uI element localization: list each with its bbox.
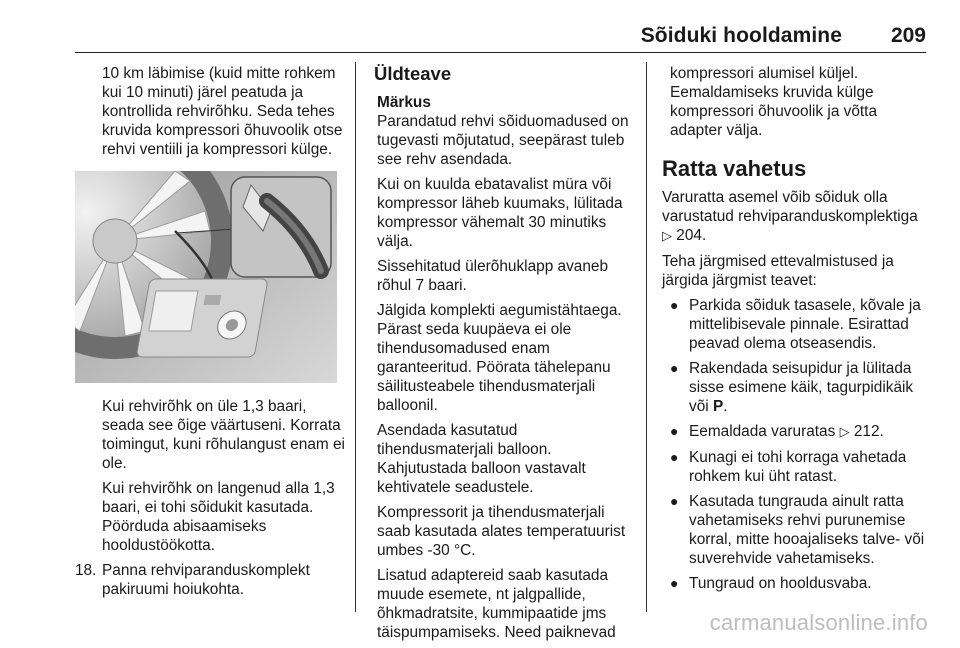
- page-number: 209: [890, 24, 926, 47]
- paragraph: Lisatud adaptereid saab kasutada muude esemete, nt jalgpallide, õhkmadratsite, kummipaatide jms täispumpamiseks. Need paiknevad: [377, 567, 616, 641]
- page-reference-arrow-icon: ▷: [839, 425, 850, 440]
- list-item-tail: .: [723, 398, 728, 415]
- paragraph: Kompressorit ja tihendusmaterjali saab kasutada alates temperatuurist umbes -30 °C.: [377, 504, 626, 559]
- section-heading: Üldteave: [374, 63, 452, 84]
- page-header: [75, 22, 926, 53]
- note-text: Parandatud rehvi sõiduomadused on tugevasti mõjutatud, seepärast tuleb see rehv asendada.: [377, 113, 629, 168]
- bullet-icon: ●: [670, 493, 679, 509]
- paragraph: Asendada kasutatud tihendusmaterjali balloon. Kahjutustada balloon vastavalt kehtivatele seadustele.: [377, 422, 586, 496]
- list-item-text: Kunagi ei tohi korraga vahetada rohkem kui üht ratast.: [689, 449, 907, 485]
- watermark: carmanualsonline.info: [709, 610, 928, 635]
- page-reference-arrow-icon: ▷: [662, 229, 672, 244]
- gear-position-p: P: [712, 398, 724, 415]
- column-1: [75, 64, 347, 605]
- step-text: Panna rehviparanduskomplekt pakiruumi hoiukohta.: [102, 562, 310, 598]
- paragraph: [662, 188, 930, 246]
- list-item: [662, 422, 930, 442]
- header-title: Sõiduki hooldamine: [640, 24, 842, 47]
- paragraph: Teha järgmised ettevalmistused ja järgida järgmist teavet:: [662, 253, 894, 289]
- column-divider: [355, 62, 356, 612]
- paragraph: Kui rehvirõhk on langenud alla 1,3 baari, ei tohi sõidukit kasutada. Pöörduda abisaamiseks hooldustöökotta.: [102, 480, 335, 554]
- step-number: 18.: [75, 562, 97, 579]
- note-label: Märkus: [377, 94, 431, 111]
- paragraph: Jälgida komplekti aegumistähtaega. Pärast seda kuupäeva ei ole tihendusomadused enam garanteeritud. Pöörata tähelepanu säilitusteabele tihendusmaterjali balloonil.: [377, 302, 622, 414]
- bullet-list: [662, 296, 930, 593]
- list-item-text: Tungraud on hooldusvaba.: [689, 575, 872, 592]
- section-heading: Ratta vahetus: [662, 156, 807, 181]
- compressor-tire-illustration: [75, 171, 337, 383]
- column-3: [662, 64, 930, 599]
- bullet-icon: ●: [670, 423, 679, 439]
- paragraph: Kui on kuulda ebatavalist müra või kompressor läheb kuumaks, lülitada kompressor vähemalt 30 minutiks välja.: [377, 176, 623, 250]
- bullet-icon: ●: [670, 297, 679, 313]
- list-item: [662, 296, 930, 353]
- list-item: [662, 359, 930, 416]
- column-divider: [646, 62, 647, 612]
- paragraph: kompressori alumisel küljel. Eemaldamiseks kruvida külge kompressori õhuvoolik ja võtta adapter välja.: [670, 65, 878, 139]
- paragraph: Kui rehvirõhk on üle 1,3 baari, seada see õige väärtuseni. Korrata toimingut, kuni rõhulangust enam ei ole.: [102, 398, 345, 472]
- paragraph: 10 km läbimise (kuid mitte rohkem kui 10 minuti) järel peatuda ja kontrollida rehvirõhku. Seda tehes kruvida kompressori õhuvoolik otse rehvi ventiili ja kompressori külge.: [102, 65, 343, 158]
- list-item-text: Parkida sõiduk tasasele, kõvale ja mittelibisevale pinnale. Esirattad peavad olema otseasendis.: [689, 297, 921, 352]
- page-reference[interactable]: 204.: [676, 227, 707, 244]
- column-2: [374, 64, 636, 648]
- list-item: [662, 492, 930, 568]
- list-item: [662, 448, 930, 486]
- list-item: [662, 574, 930, 593]
- paragraph-text: Varuratta asemel võib sõiduk olla varustatud rehviparanduskomplektiga: [662, 189, 918, 225]
- bullet-icon: ●: [670, 449, 679, 465]
- list-item-text: Eemaldada varuratas: [689, 423, 836, 440]
- bullet-icon: ●: [670, 360, 679, 376]
- list-item-text: Kasutada tungrauda ainult ratta vahetamiseks rehvi purunemise korral, mitte hooajaliseks talve- või suverehvide vahetamiseks.: [689, 493, 925, 567]
- list-item-text: Rakendada seisupidur ja lülitada sisse esimene käik, tagurpidikäik või: [689, 360, 914, 415]
- page-reference[interactable]: 212.: [853, 423, 884, 440]
- note-block: [374, 93, 636, 642]
- paragraph: Sissehitatud ülerõhuklapp avaneb rõhul 7 baari.: [377, 258, 609, 294]
- bullet-icon: ●: [670, 575, 679, 591]
- step-18: [75, 561, 347, 599]
